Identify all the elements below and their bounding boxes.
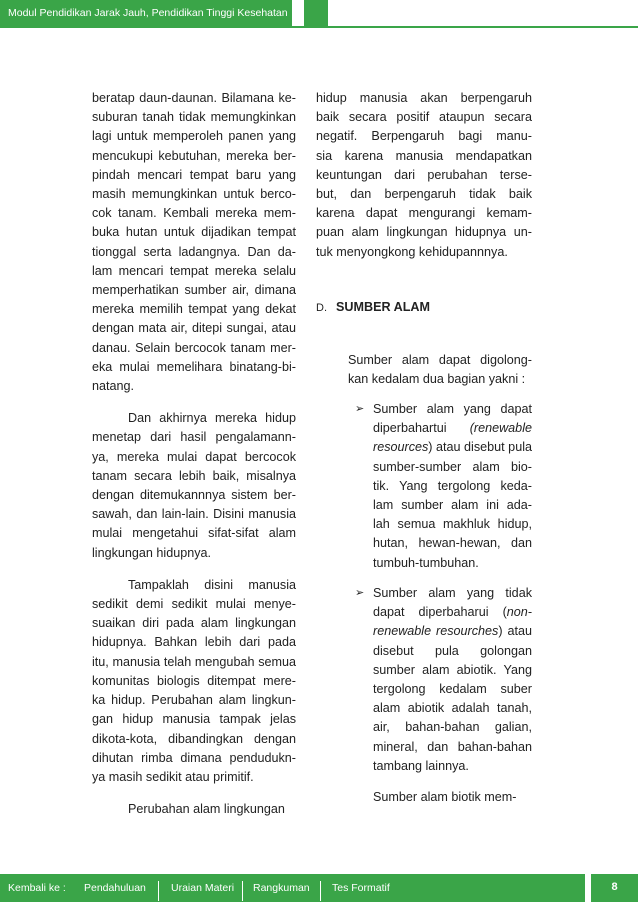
text: diperbahartui: [373, 421, 447, 436]
term: non-: [506, 605, 532, 620]
line: komunitas biologis ditempat mere-: [92, 673, 296, 688]
divider: [158, 881, 159, 901]
line: sumber-sumber alam bio-: [373, 459, 532, 474]
line: Dan akhirnya mereka hidup: [128, 411, 296, 426]
line: karena dapat mengurangi kemam-: [316, 206, 532, 221]
divider: [242, 881, 243, 901]
nav-uraian-materi[interactable]: Uraian Materi: [171, 882, 235, 894]
line: tumbuh-tumbuhan.: [373, 555, 479, 570]
line: baik secara positif ataupun secara: [316, 110, 532, 125]
list-item: [355, 400, 532, 573]
text: dapat diperbaharui (: [373, 605, 507, 620]
line: memperhatikan sumber air, dimana: [92, 283, 296, 298]
line: pindah mencari tempat baru yang: [92, 167, 296, 182]
section-heading: [316, 300, 430, 314]
nav-pendahuluan[interactable]: Pendahuluan: [84, 882, 146, 894]
line: tionggal serta ladangnya. Dan da-: [92, 244, 296, 259]
line: natang.: [92, 379, 135, 394]
line: [373, 438, 532, 457]
line: dihutan rimba dimana pendudukn-: [92, 750, 296, 765]
line: lah semua makhluk hidup,: [373, 517, 532, 532]
line: hutan, hewan-hewan, dan: [373, 536, 532, 551]
list-item: [355, 584, 532, 776]
line: mereka memilih tempat yang dekat: [92, 302, 296, 317]
paragraph: [92, 409, 296, 563]
line: dengan ditemukannnya sistem ber-: [92, 488, 296, 503]
divider: [320, 881, 321, 901]
line: kan kedalam dua bagian yakni :: [348, 372, 526, 387]
line: ka hidup. Perubahan alam lingkun-: [92, 693, 296, 708]
line: tik. Yang tergolong keda-: [373, 478, 532, 493]
line: masih memungkinkan untuk berco-: [92, 187, 296, 202]
paragraph: [92, 800, 296, 819]
line: disebut pula golongan: [373, 643, 532, 658]
line: Sumber alam yang dapat: [373, 402, 532, 416]
line: menetap dari hasil pengalamann-: [92, 430, 296, 445]
line: itu, manusia telah mengubah semua: [92, 654, 296, 669]
text: ) atau: [498, 624, 532, 639]
line: keuntungan dari perubahan terse-: [316, 167, 532, 182]
line: ya masih sedikit atau primitif.: [92, 769, 254, 784]
line: [373, 622, 532, 641]
line: Sumber alam yang tidak: [373, 586, 532, 600]
line: lam mencari tempat mereka selalu: [92, 263, 296, 278]
line: negatif. Berpengaruh bagi manu-: [316, 129, 532, 144]
line: lingkungan hidupnya.: [92, 545, 212, 560]
footer-nav: [0, 874, 585, 902]
line: sumber alam abiotik. Yang: [373, 662, 532, 677]
nav-tes-formatif[interactable]: Tes Formatif: [332, 882, 390, 894]
term: resources: [373, 440, 429, 455]
line: tuk menyongkong kehidupannnya.: [316, 244, 508, 259]
line: mulai mengetahui sifat-sifat alam: [92, 526, 296, 541]
header-title: Modul Pendidikan Jarak Jauh, Pendidikan Tinggi Kesehatan: [0, 0, 292, 27]
line: hidup manusia akan berpengaruh: [316, 91, 532, 105]
line: sia karena manusia mendapatkan: [316, 148, 532, 163]
section-number: D.: [316, 302, 327, 314]
term: (renewable: [469, 421, 532, 436]
line: lam sumber alam ini ada-: [373, 498, 532, 513]
arrow-bullet-icon: ➢: [355, 403, 365, 415]
header-tab: [304, 0, 328, 27]
page-number: 8: [591, 874, 638, 902]
section-intro: [348, 351, 532, 389]
line: cok tanam. Kembali mereka mem-: [92, 206, 296, 221]
back-label: Kembali ke :: [8, 882, 66, 894]
term: renewable resourches: [373, 624, 499, 639]
paragraph: [316, 89, 532, 262]
line: hidupnya. Bahkan lebih dari pada: [92, 635, 296, 650]
right-column: [316, 89, 532, 262]
line: puan alam lingkungan hidupnya un-: [316, 225, 532, 240]
line: [373, 419, 532, 438]
line: sawah, dan lain-lain. Disini manusia: [92, 507, 296, 522]
line: but, dan berpengaruh tidak baik: [316, 187, 532, 202]
line: sedikit demi sedikit mulai menye-: [92, 597, 296, 612]
line: Tampaklah disini manusia: [128, 577, 296, 592]
line: mineral, dan bahan-bahan: [373, 739, 532, 754]
line: suaikan diri pada alam lingkungan: [92, 616, 296, 631]
line: beratap daun-daunan. Bilamana ke-: [92, 91, 296, 105]
paragraph: [92, 576, 296, 787]
line: suburan tanah tidak memungkinkan: [92, 110, 296, 125]
line: Perubahan alam lingkungan: [128, 802, 285, 817]
line: eka mulai memelihara binatang-bi-: [92, 359, 296, 374]
line: dengan mata air, ditepi sungai, atau: [92, 321, 296, 336]
line: [373, 603, 532, 622]
line: gan hidup manusia tampak jelas: [92, 712, 296, 727]
line: air, bahan-bahan galian,: [373, 720, 532, 735]
text: ) atau disebut pula: [428, 440, 532, 455]
arrow-bullet-icon: ➢: [355, 587, 365, 599]
paragraph: [92, 89, 296, 396]
line: tambang lainnya.: [373, 758, 469, 773]
line: danau. Selain bercocok tanam mer-: [92, 340, 296, 355]
line: tanam secara lebih baik, misalnya: [92, 468, 296, 483]
nav-rangkuman[interactable]: Rangkuman: [253, 882, 310, 894]
line: dikota-kota, dibandingkan dengan: [92, 731, 296, 746]
line: alam abiotik adalah tanah,: [373, 701, 532, 716]
line: ya, mereka mulai dapat bercocok: [92, 449, 296, 464]
line: lagi untuk memperoleh panen yang: [92, 129, 296, 144]
header-rule: [0, 26, 638, 28]
line: Sumber alam dapat digolong-: [348, 353, 532, 367]
line: tergolong kedalam suber: [373, 682, 532, 697]
section-title: SUMBER ALAM: [336, 300, 430, 314]
paragraph: Sumber alam biotik mem-: [373, 790, 517, 804]
left-column: [92, 89, 296, 819]
line: buka hutan untuk dijadikan tempat: [92, 225, 296, 240]
line: mencukupi kebutuhan, mereka ber-: [92, 148, 296, 163]
